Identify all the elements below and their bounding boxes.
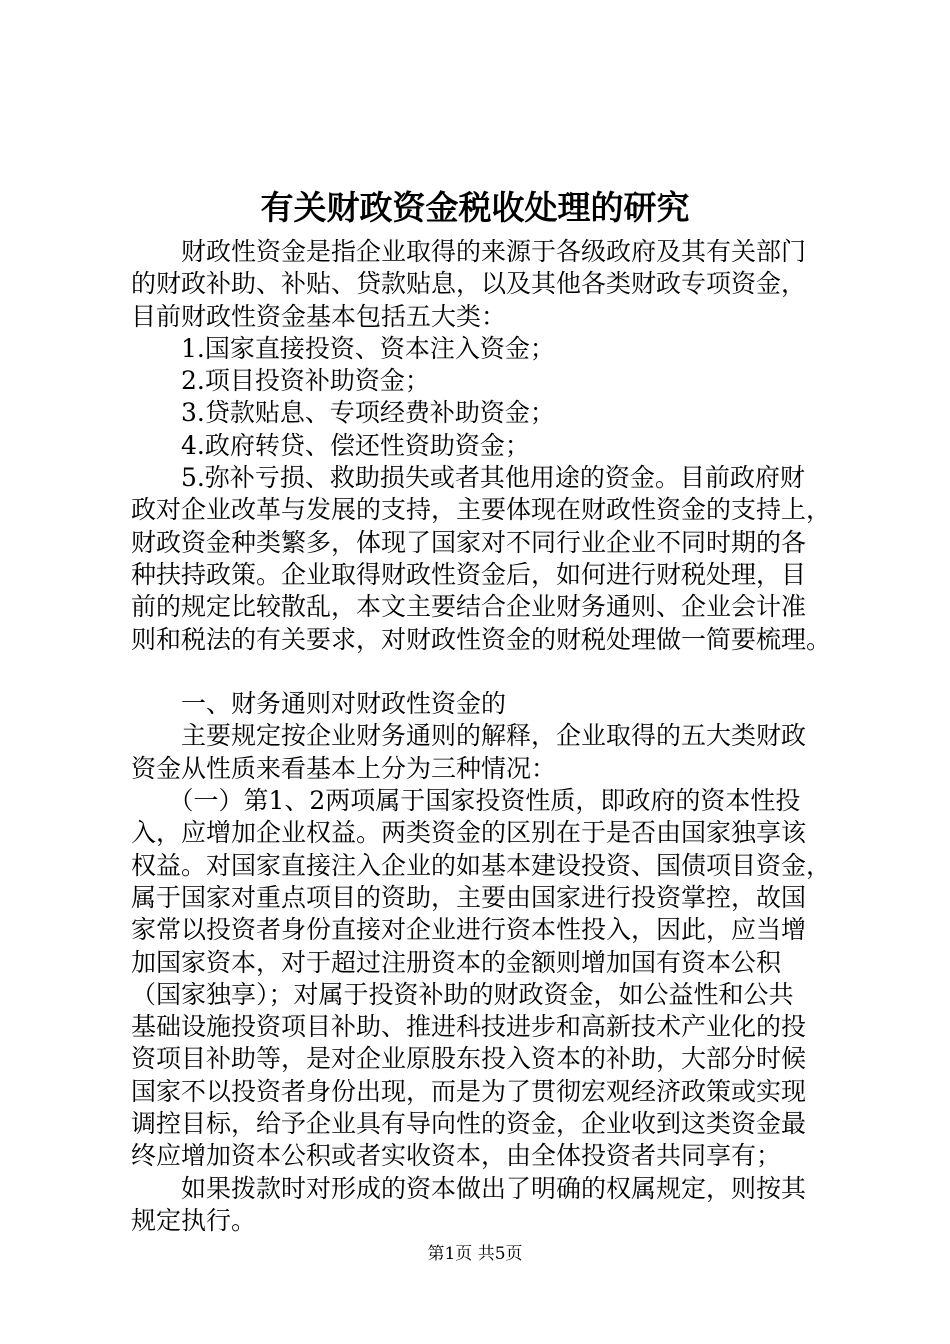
document-body bbox=[131, 236, 853, 1237]
body-line: 政对企业改革与发展的支持，主要体现在财政性资金的支持上， bbox=[131, 495, 832, 525]
body-line: 调控目标，给予企业具有导向性的资金，企业收到这类资金最 bbox=[131, 1109, 807, 1139]
section-heading: 一、财务通则对财政性资金的 bbox=[131, 689, 507, 719]
body-line: 5.弥补亏损、救助损失或者其他用途的资金。目前政府财 bbox=[131, 463, 805, 493]
body-line: 基础设施投资项目补助、推进科技进步和高新技术产业化的投 bbox=[131, 1012, 807, 1042]
body-line: 目前财政性资金基本包括五大类： bbox=[131, 301, 507, 331]
body-line: 如果拨款时对形成的资本做出了明确的权属规定，则按其 bbox=[131, 1173, 807, 1203]
body-line: 资项目补助等，是对企业原股东投入资本的补助，大部分时候 bbox=[131, 1044, 807, 1074]
body-line: 的财政补助、补贴、贷款贴息，以及其他各类财政专项资金， bbox=[131, 269, 807, 299]
body-line: 主要规定按企业财务通则的解释，企业取得的五大类财政 bbox=[131, 721, 807, 751]
paragraph-gap bbox=[131, 656, 853, 688]
body-line: 入，应增加企业权益。两类资金的区别在于是否由国家独享该 bbox=[131, 818, 807, 848]
body-line: 国家不以投资者身份出现，而是为了贯彻宏观经济政策或实现 bbox=[131, 1076, 807, 1106]
body-line: 家常以投资者身份直接对企业进行资本性投入，因此，应当增 bbox=[131, 915, 807, 945]
body-line: （一）第1、2两项属于国家投资性质，即政府的资本性投 bbox=[131, 786, 801, 816]
body-line: 前的规定比较散乱，本文主要结合企业财务通则、企业会计准 bbox=[131, 592, 807, 622]
body-line: （国家独享）；对属于投资补助的财政资金，如公益性和公共 bbox=[131, 979, 794, 1009]
body-line: 属于国家对重点项目的资助，主要由国家进行投资掌控，故国 bbox=[131, 882, 807, 912]
body-line: 财政资金种类繁多，体现了国家对不同行业企业不同时期的各 bbox=[131, 527, 807, 557]
page-number-footer: 第1页 共5页 bbox=[427, 1244, 523, 1264]
body-line: 财政性资金是指企业取得的来源于各级政府及其有关部门 bbox=[131, 237, 807, 266]
body-line: 权益。对国家直接注入企业的如基本建设投资、国债项目资金， bbox=[131, 850, 832, 880]
body-line: 种扶持政策。企业取得财政性资金后，如何进行财税处理，目 bbox=[131, 559, 807, 589]
body-line: 3.贷款贴息、专项经费补助资金； bbox=[131, 398, 555, 428]
document-title: 有关财政资金税收处理的研究 bbox=[260, 188, 690, 227]
body-line: 规定执行。 bbox=[131, 1205, 257, 1235]
body-line: 2.项目投资补助资金； bbox=[131, 366, 430, 396]
body-line: 终应增加资本公积或者实收资本，由全体投资者共同享有； bbox=[131, 1141, 782, 1171]
body-line: 4.政府转贷、偿还性资助资金； bbox=[131, 430, 530, 460]
body-line: 1.国家直接投资、资本注入资金； bbox=[131, 333, 555, 363]
body-line: 则和税法的有关要求，对财政性资金的财税处理做一简要梳理。 bbox=[131, 624, 832, 654]
body-line: 加国家资本，对于超过注册资本的金额则增加国有资本公积 bbox=[131, 947, 782, 977]
body-line: 资金从性质来看基本上分为三种情况： bbox=[131, 753, 557, 783]
